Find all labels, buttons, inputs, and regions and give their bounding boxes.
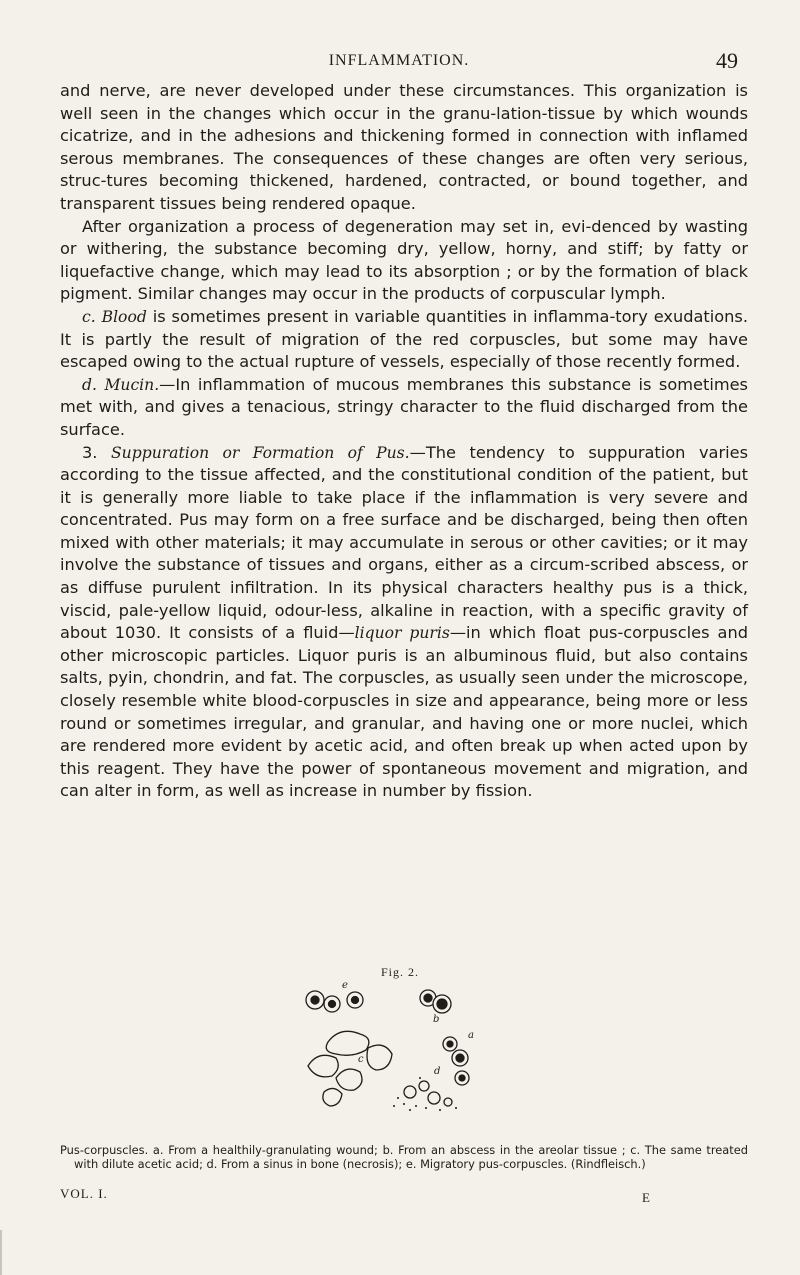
- corpuscle-a: [447, 1041, 453, 1047]
- figure-letter-b: b: [433, 1014, 440, 1025]
- volume-label: VOL. I.: [60, 1186, 108, 1201]
- section-title: Mucin.: [104, 375, 160, 394]
- corpuscle-e: [329, 1001, 336, 1008]
- running-title: INFLAMMATION.: [328, 52, 470, 69]
- corpuscle-c: [308, 1055, 338, 1077]
- paragraph: and nerve, are never developed under these circumstances. This organization is well seen in the changes which occur in the granu-lation-tissue by which wounds cicatrize, and in the adhesions and thickening formed in connection with inflamed serous membranes. The consequences of these changes are often very serious, struc-tures becoming thickened, hardened, contracted, or bound together, and transparent tissues being rendered opaque.: [60, 81, 748, 213]
- pus-corpuscles-illustration: [300, 980, 500, 1120]
- page-number: 49: [716, 48, 738, 73]
- paragraph-text: —in which float pus-corpuscles and other microscopic particles. Liquor puris is an albuminous fluid, but also contains salts, pyin, chondrin, and fat. The corpuscles, as usually seen under the microscope, closely resemble white blood-corpuscles in size and appearance, being more or less round or sometimes irregular, and granular, and having one or more nuclei, which are rendered more evident by acetic acid, and often break up when acted upon by this reagent. They have the power of spontaneous movement and migration, and can alter in form, as well as increase in number by fission.: [60, 623, 749, 801]
- item-label: 3.: [82, 442, 98, 462]
- corpuscle-d: [428, 1092, 440, 1104]
- paragraph-blood: [60, 306, 748, 374]
- figure-caption: [60, 1143, 748, 1171]
- corpuscle-a: [459, 1075, 465, 1081]
- item-label: d.: [82, 375, 97, 394]
- figure-letter-c: c: [358, 1054, 364, 1065]
- corpuscle-b: [424, 994, 432, 1002]
- paragraph-text: is sometimes present in variable quantities in inflamma-tory exudations. It is partly the result of migration of the red corpuscles, but some may have escaped owing to the actual rupture of vessels, especially of those recently formed.: [60, 306, 748, 372]
- paragraph-suppuration: [60, 442, 748, 804]
- signature-mark: E: [642, 1190, 650, 1205]
- corpuscle-d: [444, 1098, 452, 1106]
- corpuscle-d: [404, 1086, 416, 1098]
- body-text: [60, 80, 748, 803]
- corpuscle-c: [326, 1031, 369, 1055]
- corpuscle-c: [367, 1045, 392, 1070]
- paragraph: After organization a process of degeneration may set in, evi-denced by wasting or withering, the substance becoming dry, yellow, horny, and stiff; by fatty or liquefactive change, which may lead to its absorption ; or by the formation of black pigment. Similar changes may occur in the products of corpuscular lymph.: [60, 216, 748, 304]
- paragraph-mucin: [60, 374, 748, 442]
- item-label: c.: [82, 307, 96, 326]
- corpuscle-a: [456, 1054, 464, 1062]
- section-title: Suppuration or Formation of Pus.: [111, 443, 410, 462]
- signature-line: [60, 1186, 738, 1204]
- corpuscle-c: [323, 1088, 342, 1106]
- caption-text: Pus-corpuscles. a. From a healthily-granulating wound; b. From an abscess in the areolar tissue ; c. The same treated with dilute acetic acid; d. From a sinus in bone (necrosis); e. Migratory pus-corpuscles. (Rindfleisch.): [60, 1143, 748, 1171]
- figure-letter-a: a: [468, 1030, 474, 1041]
- paragraph-text: —The tendency to suppuration varies according to the tissue affected, and the constitutional condition of the patient, but it is generally more liable to take place if the inflammation is very severe and concentrated. Pus may form on a free surface and be discharged, being then often mixed with other materials; it may accumulate in serous or other cavities; or it may involve the substance of tissues and organs, either as a circum-scribed abscess, or as diffuse purulent infiltration. In its physical characters healthy pus is a thick, viscid, pale-yellow liquid, odour-less, alkaline in reaction, with a specific gravity of about 1030. It consists of a fluid—: [60, 442, 748, 643]
- figure-letter-e: e: [342, 980, 348, 991]
- corpuscle-e: [311, 996, 319, 1004]
- corpuscle-e: [352, 997, 359, 1004]
- figure-label: Fig. 2.: [380, 965, 419, 979]
- corpuscle-c: [336, 1069, 362, 1090]
- running-head: [60, 48, 738, 78]
- page-edge-mark: [0, 1230, 2, 1275]
- corpuscle-b: [437, 999, 447, 1009]
- section-title: Blood: [101, 307, 147, 326]
- figure-letter-d: d: [434, 1066, 441, 1077]
- corpuscle-d: [419, 1081, 429, 1091]
- paragraph-text: —In inflammation of mucous membranes this substance is sometimes met with, and gives a tenacious, stringy character to the fluid discharged from the surface.: [60, 374, 748, 439]
- latin-term: liquor puris: [354, 624, 450, 643]
